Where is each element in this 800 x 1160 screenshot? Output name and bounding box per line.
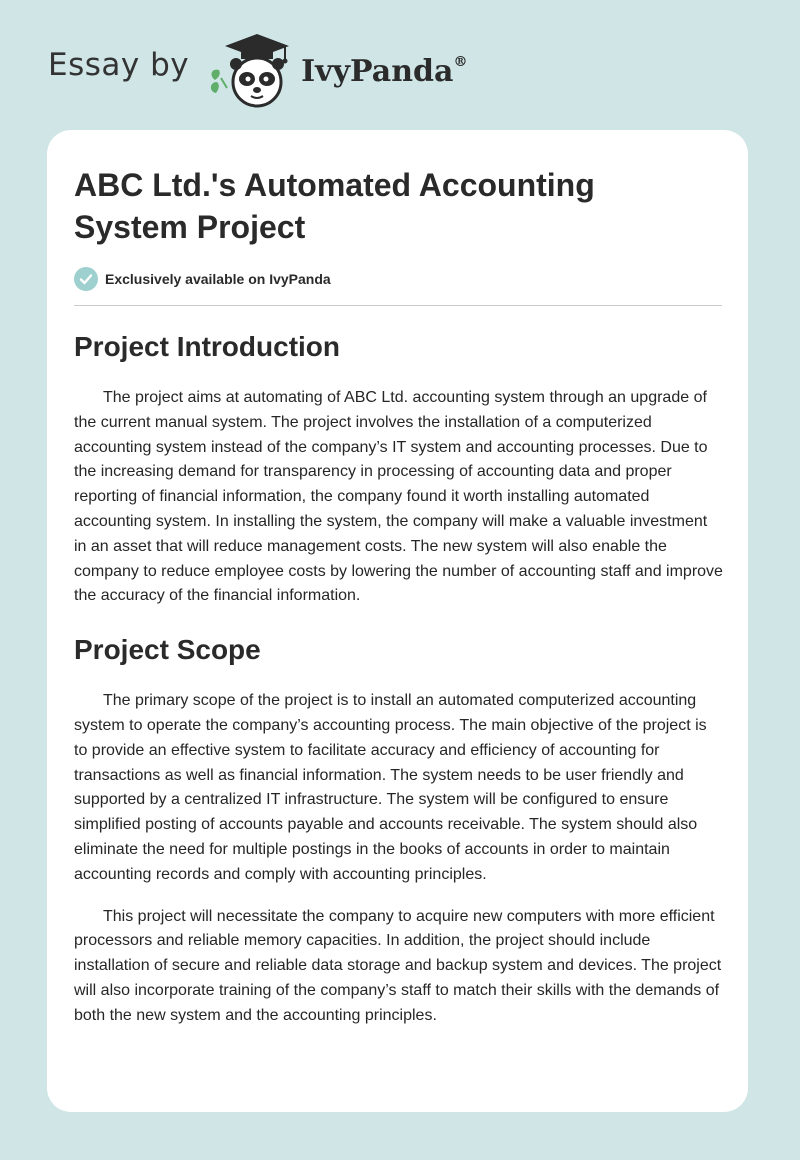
page-title: ABC Ltd.'s Automated Accounting System Project <box>74 167 595 245</box>
ivy-leaf-icon <box>211 70 227 93</box>
panda-logo-icon[interactable] <box>205 30 297 110</box>
paragraph-scope-1: The primary scope of the project is to install an automated computerized accounting system to operate the company’s accounting process. The main objective of the project is to provide an effective system to facilitate accuracy and efficiency of accounting for transactions as well as financial information. The system needs to be user friendly and supported by a centralized IT infrastructure. The system will be configured to ensure simplified posting of accounts payable and accounts receivable. The system should also eliminate the need for multiple postings in the books of accounts in order to maintain accounting records and comply with accounting principles. <box>74 692 707 883</box>
essay-card <box>47 130 748 1112</box>
essay-by-label: Essay by <box>48 47 190 83</box>
brand-name[interactable] <box>301 54 467 89</box>
site-header <box>48 30 467 110</box>
paragraph-introduction: The project aims at automating of ABC Ltd. accounting system through an upgrade of the current manual system. The project involves the installation of a computerized accounting system instead of the company’s IT system and accounting processes. Due to the increasing demand for transparency in processing of accounting data and proper reporting of financial information, the company found it worth installing automated accounting system. In installing the system, the company will make a valuable investment in an asset that will reduce management costs. The new system will also enable the company to reduce employee costs by lowering the number of accounting staff and improve the accuracy of the financial information. <box>74 389 723 605</box>
exclusive-badge-label: Exclusively available on IvyPanda <box>105 271 331 287</box>
paragraph-scope-2: This project will necessitate the company to acquire new computers with more efficient processors and reliable memory capacities. In addition, the project should include installation of secure and reliable data storage and backup system and devices. The project will also incorporate training of the company’s staff to match their skills with the demands of both the new system and the accounting principles. <box>74 907 722 1024</box>
title-divider <box>74 305 722 306</box>
exclusive-badge <box>74 267 722 291</box>
brand-text: IvyPanda <box>301 53 454 89</box>
check-circle-icon <box>74 267 98 291</box>
section-heading-scope: Project Scope <box>74 634 261 666</box>
section-heading-introduction: Project Introduction <box>74 331 340 362</box>
registered-mark: ® <box>453 53 468 70</box>
